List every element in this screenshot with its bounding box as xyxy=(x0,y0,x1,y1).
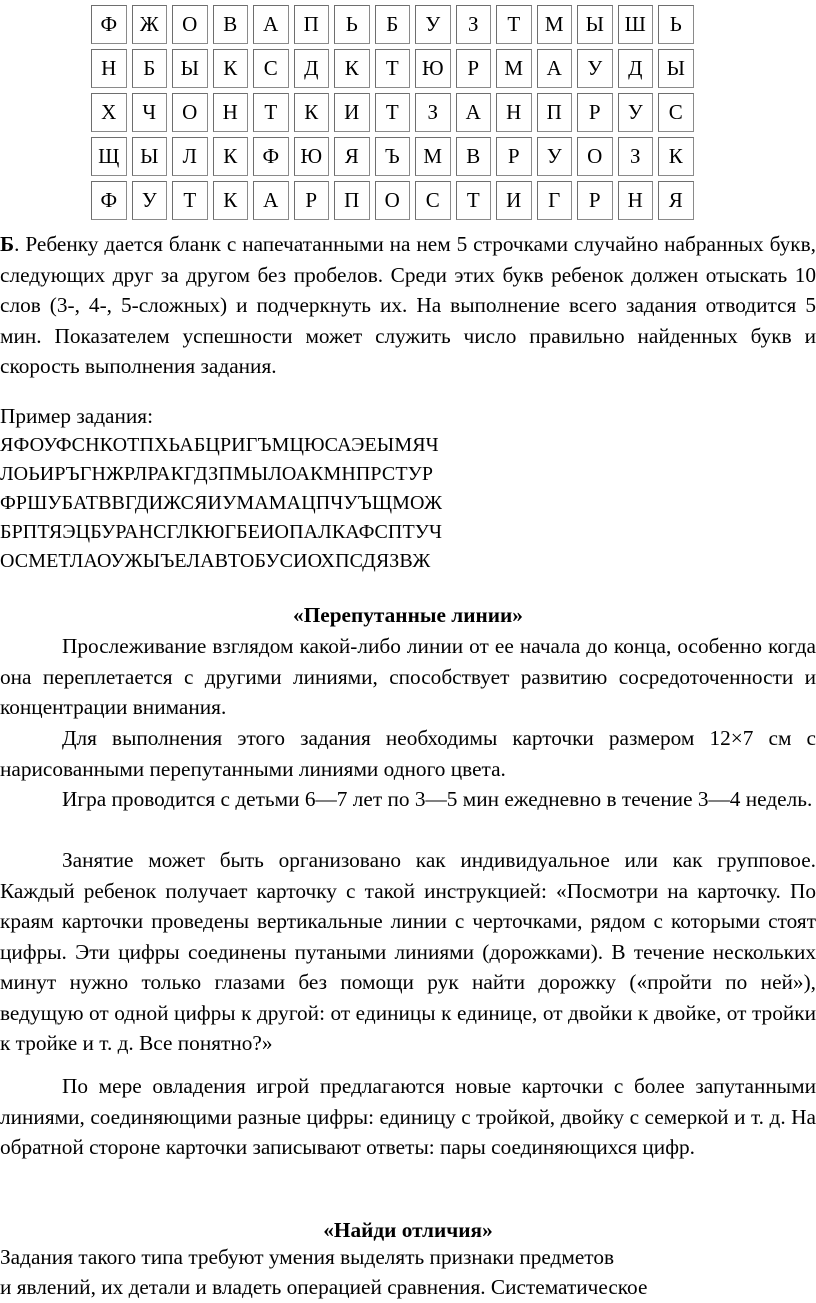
grid-cell: Я xyxy=(334,137,370,176)
grid-cell: Р xyxy=(456,49,492,88)
grid-cell: А xyxy=(456,93,492,132)
grid-cell: Л xyxy=(172,137,208,176)
example-label: Пример задания: xyxy=(0,404,153,428)
grid-cell: С xyxy=(658,93,694,132)
grid-cell: З xyxy=(618,137,654,176)
grid-cell: Н xyxy=(618,181,654,220)
grid-cell: Т xyxy=(496,5,532,44)
grid-cell: У xyxy=(415,5,451,44)
grid-cell: Р xyxy=(577,181,613,220)
grid-cell: Ы xyxy=(577,5,613,44)
grid-cell: К xyxy=(334,49,370,88)
grid-cell: С xyxy=(415,181,451,220)
letter-grid-table xyxy=(86,0,699,225)
section-b-paragraph xyxy=(0,229,816,382)
grid-cell: Ш xyxy=(618,5,654,44)
example-line: ФРШУБАТВВГДИЖСЯИУМАМАЦПЧУЪЩМОЖ xyxy=(0,492,443,514)
grid-cell: Т xyxy=(456,181,492,220)
grid-cell: Р xyxy=(577,93,613,132)
grid-cell: У xyxy=(537,137,573,176)
grid-row xyxy=(91,181,694,220)
lines-paragraph-4: Занятие может быть организовано как индивидуальное или как групповое. Каждый ребенок получает карточку с такой инструкцией: «Посмотри на карточку. По краям карточки проведены вертикальные линии с черточками, рядом с которыми стоят цифры. Эти цифры соединены путаными линиями (дорожками). В течение нескольких минут нужно только глазами без помощи рук найти дорожку («пройти по ней»), ведущую от одной цифры к другой: от единицы к единице, от двойки к двойке, от тройки к тройке и т. д. Все понятно?» xyxy=(0,848,816,1055)
grid-cell: Т xyxy=(375,93,411,132)
example-line: ЯФОУФСНКОТПХЬАБЦРИГЪМЦЮСАЭЕЫМЯЧ xyxy=(0,434,439,456)
grid-cell: Ы xyxy=(658,49,694,88)
grid-cell: К xyxy=(213,181,249,220)
grid-cell: И xyxy=(496,181,532,220)
grid-cell: Д xyxy=(294,49,330,88)
letter-grid-body xyxy=(91,5,694,220)
grid-cell: К xyxy=(213,137,249,176)
grid-cell: Ю xyxy=(294,137,330,176)
grid-row xyxy=(91,5,694,44)
grid-cell: Я xyxy=(658,181,694,220)
grid-cell: Р xyxy=(496,137,532,176)
grid-cell: А xyxy=(253,5,289,44)
grid-cell: Р xyxy=(294,181,330,220)
grid-cell: О xyxy=(172,5,208,44)
grid-cell: А xyxy=(537,49,573,88)
grid-cell: К xyxy=(294,93,330,132)
lines-paragraph-1: Прослеживание взглядом какой-либо линии от ее начала до конца, особенно когда она переплетается с другими линиями, способствует развитию сосредоточенности и концентрации внимания. xyxy=(0,634,816,719)
grid-cell: Б xyxy=(132,49,168,88)
grid-cell: И xyxy=(334,93,370,132)
grid-cell: Ь xyxy=(658,5,694,44)
grid-cell: М xyxy=(496,49,532,88)
grid-cell: Ф xyxy=(91,181,127,220)
grid-cell: Ж xyxy=(132,5,168,44)
grid-cell: Ч xyxy=(132,93,168,132)
grid-cell: П xyxy=(537,93,573,132)
lines-paragraph-5: По мере овладения игрой предлагаются новые карточки с более запутанными линиями, соединяющими разные цифры: единицу с тройкой, двойку с семеркой и т. д. На обратной стороне карточки записывают ответы: пары соединяющихся цифр. xyxy=(0,1074,816,1159)
grid-cell: В xyxy=(213,5,249,44)
example-line: БРПТЯЭЦБУРАНСГЛКЮГБЕИОПАЛКАФСПТУЧ xyxy=(0,521,443,543)
grid-cell: Н xyxy=(496,93,532,132)
heading-find-differences: «Найди отличия» xyxy=(323,1218,493,1242)
diff-line: Задания такого типа требуют умения выделять признаки предметов xyxy=(0,1245,615,1269)
grid-cell: У xyxy=(577,49,613,88)
grid-cell: Т xyxy=(172,181,208,220)
grid-cell: Н xyxy=(91,49,127,88)
grid-cell: Т xyxy=(375,49,411,88)
grid-cell: У xyxy=(618,93,654,132)
grid-cell: Ф xyxy=(91,5,127,44)
grid-cell: Х xyxy=(91,93,127,132)
grid-cell: З xyxy=(456,5,492,44)
grid-cell: Ф xyxy=(253,137,289,176)
grid-cell: Ю xyxy=(415,49,451,88)
grid-cell: О xyxy=(375,181,411,220)
grid-cell: Щ xyxy=(91,137,127,176)
grid-cell: М xyxy=(415,137,451,176)
grid-cell: Ы xyxy=(132,137,168,176)
grid-row xyxy=(91,137,694,176)
diff-line: и явлений, их детали и владеть операцией сравнения. Систематическое xyxy=(0,1275,648,1299)
grid-cell: Т xyxy=(253,93,289,132)
grid-cell: Н xyxy=(213,93,249,132)
lines-paragraph-3: Игра проводится с детьми 6—7 лет по 3—5 мин ежедневно в течение 3—4 недель. xyxy=(62,787,813,811)
grid-cell: С xyxy=(253,49,289,88)
grid-row xyxy=(91,93,694,132)
grid-cell: Ъ xyxy=(375,137,411,176)
heading-tangled-lines: «Перепутанные линии» xyxy=(293,603,523,627)
grid-cell: Д xyxy=(618,49,654,88)
grid-cell: К xyxy=(213,49,249,88)
grid-cell: М xyxy=(537,5,573,44)
grid-cell: К xyxy=(658,137,694,176)
grid-cell: Ь xyxy=(334,5,370,44)
grid-cell: А xyxy=(253,181,289,220)
grid-cell: В xyxy=(456,137,492,176)
grid-cell: П xyxy=(294,5,330,44)
example-line: ЛОЬИРЪГНЖРЛРАКГДЗПМЫЛОАКМНПРСТУР xyxy=(0,463,434,485)
grid-cell: О xyxy=(172,93,208,132)
section-b-label: Б xyxy=(0,232,15,256)
grid-cell: З xyxy=(415,93,451,132)
example-line: ОСМЕТЛАОУЖЫЪЕЛАВТОБУСИОХПСДЯЗВЖ xyxy=(0,550,431,572)
grid-cell: Ы xyxy=(172,49,208,88)
grid-cell: Б xyxy=(375,5,411,44)
lines-paragraph-2: Для выполнения этого задания необходимы карточки размером 12×7 см с нарисованными перепутанными линиями одного цвета. xyxy=(0,726,816,781)
grid-cell: Г xyxy=(537,181,573,220)
grid-row xyxy=(91,49,694,88)
grid-cell: П xyxy=(334,181,370,220)
section-b-text: . Ребенку дается бланк с напечатанными на нем 5 строчками случайно набранных букв, следующих друг за другом без пробелов. Среди этих букв ребенок должен отыскать 10 слов (3-, 4-, 5-сложных) и подчеркнуть их. На выполнение всего задания отводится 5 мин. Показателем успешности может служить число правильно найденных букв и скорость выполнения задания. xyxy=(0,232,816,378)
grid-cell: У xyxy=(132,181,168,220)
grid-cell: О xyxy=(577,137,613,176)
